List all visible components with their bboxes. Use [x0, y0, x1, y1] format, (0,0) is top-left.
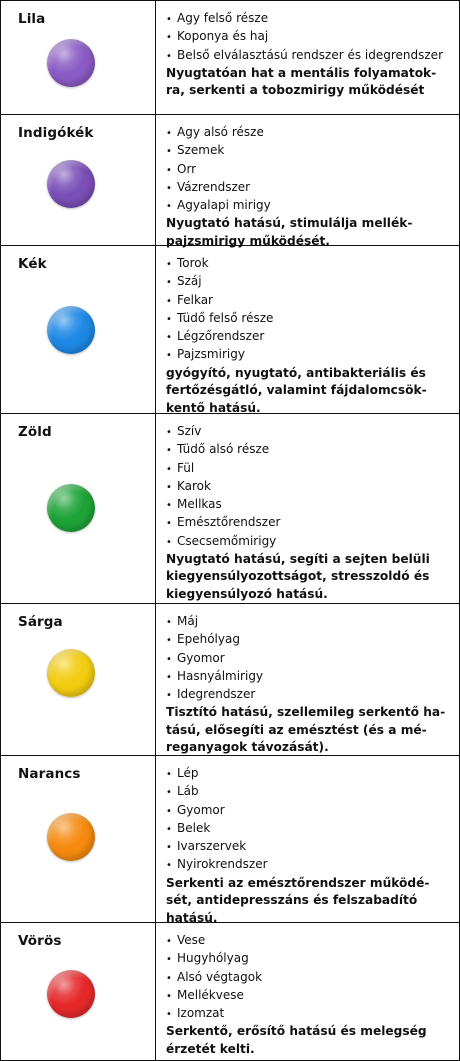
organ-item — [166, 142, 451, 160]
organ-item-label: Belek — [177, 820, 211, 835]
bullet-icon: • — [166, 332, 172, 344]
organ-item — [166, 161, 451, 179]
bullet-icon: • — [166, 860, 172, 872]
organ-item — [166, 783, 451, 801]
green-sphere-icon — [47, 484, 95, 532]
bullet-icon: • — [166, 201, 172, 213]
organ-item — [166, 310, 451, 328]
yellow-sphere-icon — [47, 649, 95, 697]
organ-list — [166, 932, 451, 1023]
color-name: Kék — [18, 256, 47, 272]
organ-item-label: Láb — [177, 784, 199, 799]
organ-item — [166, 802, 451, 820]
color-name: Vörös — [18, 933, 62, 949]
organ-item — [166, 950, 451, 968]
bullet-icon: • — [166, 805, 172, 817]
organ-cell — [166, 10, 451, 100]
organ-item — [166, 613, 451, 631]
organ-list — [166, 10, 451, 65]
organ-item-label: Ivarszervek — [177, 839, 247, 854]
color-row-kék — [1, 246, 459, 414]
bullet-icon: • — [166, 972, 172, 984]
effect-text: Serkenti az emésztőrendszer működé- sét, antidepresszáns és felszabadító hatású. — [166, 875, 430, 925]
organ-item-label: Lép — [177, 766, 199, 780]
bullet-icon: • — [166, 769, 172, 780]
organ-item — [166, 346, 451, 364]
organ-item — [166, 47, 451, 65]
organ-item — [166, 650, 451, 668]
bullet-icon: • — [166, 445, 172, 457]
bullet-icon: • — [166, 463, 172, 475]
bullet-icon: • — [166, 14, 172, 25]
organ-item-label: Epehólyag — [177, 632, 240, 647]
bullet-icon: • — [166, 500, 172, 512]
bullet-icon: • — [166, 787, 172, 799]
organ-list — [166, 124, 451, 215]
color-name: Lila — [18, 11, 46, 27]
organ-item — [166, 765, 451, 783]
bullet-icon: • — [166, 954, 172, 966]
organ-item-label: Mellkas — [177, 497, 222, 512]
organ-cell — [166, 255, 451, 417]
color-row-vörös — [1, 923, 459, 1060]
organ-item — [166, 197, 451, 215]
organ-item-label: Vázrendszer — [177, 179, 251, 194]
bullet-icon: • — [166, 32, 172, 44]
color-row-lila — [1, 1, 459, 115]
organ-item-label: Szív — [177, 424, 202, 438]
blue-sphere-icon — [47, 306, 95, 354]
bullet-icon: • — [166, 671, 172, 683]
red-sphere-icon — [47, 970, 95, 1018]
effect-text: Tisztító hatású, szellemileg serkentő ha- tású, elősegíti az emésztést (és a mé- reganyagok távozását). — [166, 705, 446, 755]
organ-item-label: Máj — [177, 614, 199, 628]
color-cell — [1, 115, 156, 245]
effect-text: gyógyító, nyugtató, antibakteriális és fertőzésgátló, valamint fájdalomcsök- kentő hatású. — [166, 365, 427, 415]
bullet-icon: • — [166, 427, 172, 438]
organ-item-label: Felkar — [177, 292, 213, 307]
bullet-icon: • — [166, 128, 172, 139]
bullet-icon: • — [166, 50, 172, 62]
bullet-icon: • — [166, 990, 172, 1002]
organ-item-label: Szemek — [177, 143, 225, 158]
organ-item — [166, 292, 451, 310]
organ-item-label: Emésztőrendszer — [177, 515, 281, 530]
bullet-icon: • — [166, 295, 172, 307]
bullet-icon: • — [166, 936, 172, 947]
organ-cell — [166, 765, 451, 927]
organ-item — [166, 820, 451, 838]
organ-item-label: Vese — [177, 933, 206, 947]
organ-item-label: Gyomor — [177, 802, 225, 817]
effect-text: Nyugtatóan hat a mentális folyamatok- ra, serkenti a tobozmirigy működését — [166, 65, 437, 98]
organ-item — [166, 686, 451, 704]
organ-item-label: Tüdő alsó része — [177, 442, 270, 457]
organ-item-label: Izomzat — [177, 1006, 225, 1021]
organ-item-label: Csecsemőmirigy — [177, 533, 277, 548]
bullet-icon: • — [166, 164, 172, 176]
organ-item-label: Nyirokrendszer — [177, 857, 268, 872]
organ-item-label: Alsó végtagok — [177, 969, 263, 984]
color-row-indigókék — [1, 115, 459, 246]
color-cell — [1, 923, 156, 1060]
bullet-icon: • — [166, 182, 172, 194]
color-name: Sárga — [18, 614, 63, 630]
organ-item — [166, 668, 451, 686]
organ-item-label: Agy felső része — [177, 11, 269, 25]
bullet-icon: • — [166, 277, 172, 289]
bullet-icon: • — [166, 518, 172, 530]
organ-cell — [166, 124, 451, 250]
bullet-icon: • — [166, 842, 172, 854]
violet-sphere-icon — [47, 39, 95, 87]
organ-item-label: Pajzsmirigy — [177, 347, 245, 362]
bullet-icon: • — [166, 536, 172, 548]
organ-item — [166, 255, 451, 273]
organ-item — [166, 460, 451, 478]
organ-item-label: Torok — [177, 256, 209, 270]
organ-cell — [166, 423, 451, 603]
organ-item-label: Hasnyálmirigy — [177, 668, 264, 683]
effect-text: Nyugtató hatású, segíti a sejten belüli kiegyensúlyozottságot, stresszoldó és kiegyensúlyozó hatású. — [166, 552, 430, 601]
bullet-icon: • — [166, 350, 172, 362]
color-name: Narancs — [18, 766, 81, 782]
organ-item — [166, 1005, 451, 1023]
organ-item-label: Hugyhólyag — [177, 951, 249, 966]
bullet-icon: • — [166, 313, 172, 325]
indigo-sphere-icon — [47, 160, 95, 208]
color-row-sárga — [1, 604, 459, 756]
organ-item — [166, 987, 451, 1005]
organ-item — [166, 496, 451, 514]
organ-list — [166, 765, 451, 875]
organ-item — [166, 273, 451, 291]
orange-sphere-icon — [47, 813, 95, 861]
bullet-icon: • — [166, 690, 172, 702]
organ-item — [166, 856, 451, 874]
color-row-narancs — [1, 756, 459, 923]
organ-item — [166, 441, 451, 459]
organ-item — [166, 124, 451, 142]
color-name: Indigókék — [18, 125, 94, 141]
organ-list — [166, 423, 451, 551]
organ-cell — [166, 932, 451, 1058]
organ-item — [166, 533, 451, 551]
bullet-icon: • — [166, 481, 172, 493]
organ-item-label: Orr — [177, 161, 197, 176]
color-cell — [1, 246, 156, 413]
organ-item-label: Karok — [177, 478, 211, 493]
organ-item — [166, 179, 451, 197]
color-cell — [1, 414, 156, 603]
organ-item — [166, 28, 451, 46]
organ-item — [166, 478, 451, 496]
organ-item — [166, 423, 451, 441]
organ-item-label: Agy alsó része — [177, 125, 264, 139]
color-cell — [1, 1, 156, 114]
effect-text: Serkentő, erősítő hatású és melegség érzetét kelti. — [166, 1024, 427, 1056]
bullet-icon: • — [166, 635, 172, 647]
organ-item — [166, 838, 451, 856]
organ-cell — [166, 613, 451, 757]
organ-item-label: Gyomor — [177, 650, 225, 665]
bullet-icon: • — [166, 823, 172, 835]
organ-item — [166, 10, 451, 28]
color-name: Zöld — [18, 424, 52, 440]
bullet-icon: • — [166, 1009, 172, 1021]
organ-item-label: Mellékvese — [177, 987, 244, 1002]
organ-item — [166, 328, 451, 346]
organ-item — [166, 514, 451, 532]
organ-item-label: Légzőrendszer — [177, 329, 265, 344]
organ-item-label: Agyalapi mirigy — [177, 198, 271, 213]
organ-item — [166, 631, 451, 649]
organ-item-label: Koponya és haj — [177, 29, 269, 44]
color-cell — [1, 604, 156, 755]
organ-item — [166, 969, 451, 987]
organ-item-label: Tüdő felső része — [177, 310, 274, 325]
bullet-icon: • — [166, 259, 172, 270]
bullet-icon: • — [166, 617, 172, 628]
organ-item — [166, 932, 451, 950]
bullet-icon: • — [166, 146, 172, 158]
organ-item-label: Idegrendszer — [177, 687, 256, 702]
organ-item-label: Belső elválasztású rendszer és idegrendszer — [177, 47, 443, 62]
organ-item-label: Száj — [177, 274, 202, 289]
color-row-zöld — [1, 414, 459, 604]
bullet-icon: • — [166, 653, 172, 665]
effect-text: Nyugtató hatású, stimulálja mellék- pajzsmirigy működését. — [166, 216, 413, 248]
organ-list — [166, 255, 451, 365]
organ-item-label: Fül — [177, 460, 195, 475]
color-cell — [1, 756, 156, 922]
organ-list — [166, 613, 451, 704]
